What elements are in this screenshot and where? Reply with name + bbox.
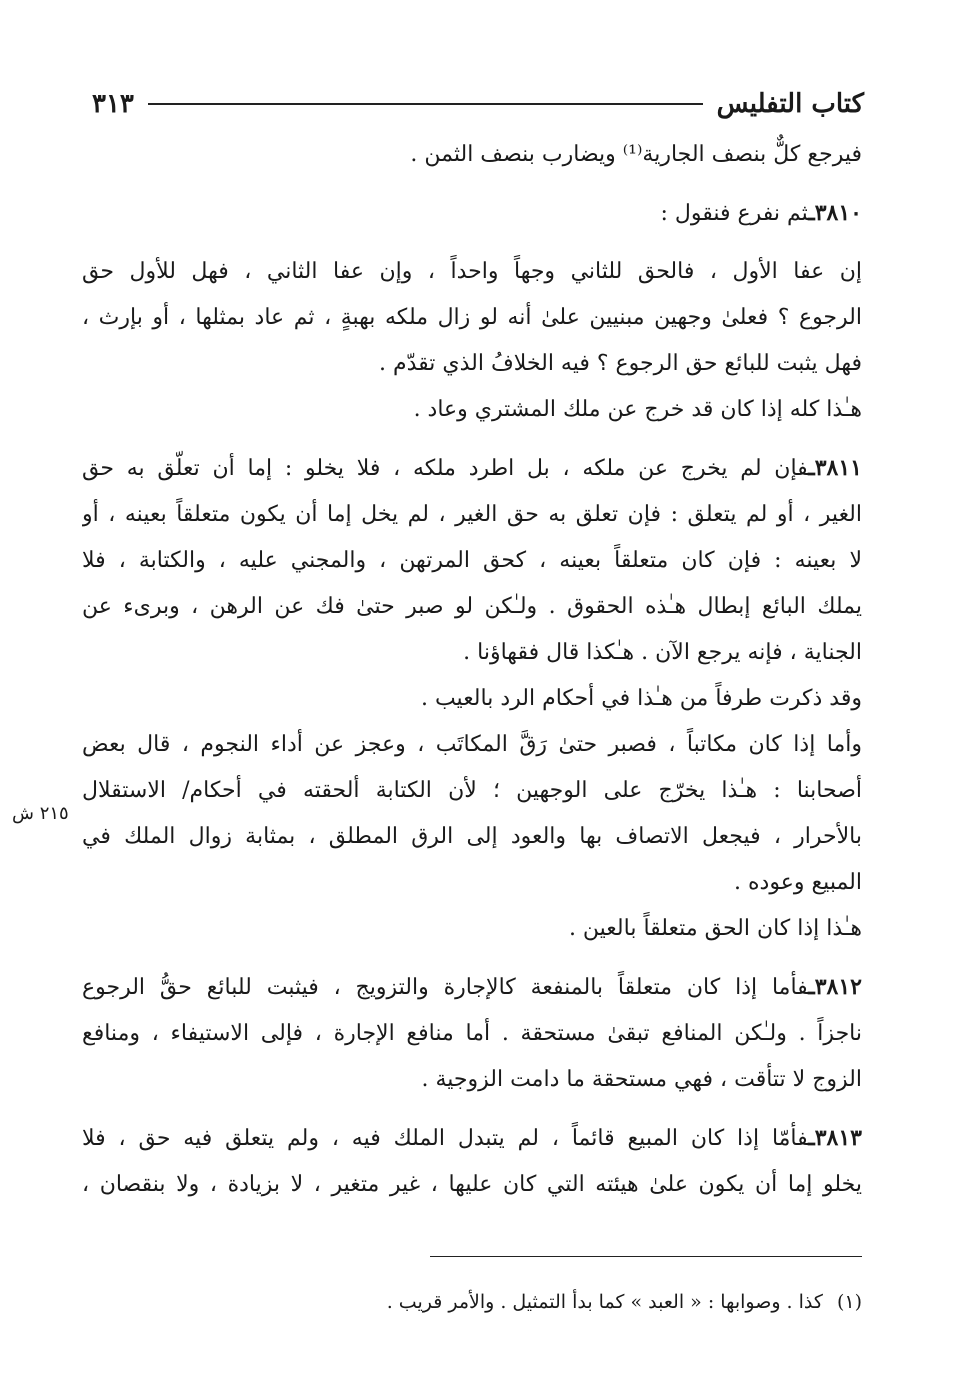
book-title: كتاب التفليس bbox=[716, 89, 864, 119]
text-line: ناجزاً . ولـٰكن المنافع تبقىٰ مستحقة . أما منافع الإجارة ، فإلى الاستيفاء ، ومنافع bbox=[82, 1021, 862, 1046]
paragraph-3811 bbox=[82, 445, 862, 492]
text-line: الزوج لا تتأقت ، فهي مستحقة ما دامت الزوجية . bbox=[421, 1067, 862, 1092]
text-line: هـٰذا كله إذا كان قد خرج عن ملك المشتري وعاد . bbox=[413, 397, 862, 422]
text-line: هـٰذا إذا كان الحق متعلقاً بالعين . bbox=[568, 916, 862, 941]
paragraph-3813 bbox=[82, 1115, 862, 1162]
footnote-number: (١) bbox=[836, 1291, 862, 1313]
issue-number: ٣٨١٣ـ bbox=[808, 1125, 862, 1151]
margin-page-reference: ٢١٥ ش bbox=[12, 803, 69, 824]
text-line: وقد ذكرت طرفاً من هـٰذا في أحكام الرد بالعيب . bbox=[420, 686, 862, 711]
text-line: فإن لم يخرج عن ملكه ، بل اطرد ملكه ، فلا يخلو : إما أن تعلّق به حق bbox=[82, 456, 809, 481]
issue-number: ٣٨١٢ـ bbox=[808, 974, 862, 1000]
footnote-text: كذا . وصوابها : « العبد » كما بدأ التمثيل . والأمر قريب . bbox=[386, 1291, 823, 1313]
text-line: المبيع وعوده . bbox=[734, 870, 862, 895]
page-number: ٣١٣ bbox=[92, 89, 134, 119]
running-header bbox=[92, 82, 864, 126]
footnote-rule bbox=[430, 1256, 862, 1257]
paragraph-3810 bbox=[82, 190, 862, 237]
body-text bbox=[82, 132, 862, 1208]
text-line: بالأحرار ، فيجعل الاتصاف بها والعود إلى الرق المطلق ، بمثابة زوال الملك في bbox=[82, 824, 862, 849]
text-line: وأما إذا كان مكاتباً ، فصبر حتىٰ رَقَّ المكاتَب ، وعجز عن أداء النجوم ، قال بعض bbox=[82, 732, 862, 757]
header-rule bbox=[148, 103, 703, 105]
text-line: لا بعينه : فإن كان متعلقاً بعينه ، كحق المرتهن ، والمجني عليه ، والكتابة ، فلا bbox=[82, 548, 862, 573]
text-line: الغير ، أو لم يتعلق : فإن تعلق به حق الغير ، لم يخل إما أن يكون متعلقاً بعينه ، أو bbox=[82, 502, 862, 527]
text-line: الرجوع ؟ فعلىٰ وجهين مبنيين علىٰ أنه لو زال ملكه بهبةٍ ، ثم عاد بمثلها ، أو بإرث ، bbox=[82, 305, 862, 330]
text-line: إن عفا الأول ، فالحق للثاني وجهاً واحداً ، وإن عفا الثاني ، فهل للأول حق bbox=[82, 259, 862, 284]
text-line: فأمّا إذا كان المبيع قائماً ، لم يتبدل الملك فيه ، ولم يتعلق فيه حق ، فلا bbox=[82, 1126, 809, 1151]
text-line: أصحابنا : هـٰذا يخرّج على الوجهين ؛ لأن الكتابة ألحقته في أحكام/ الاستقلال bbox=[82, 778, 862, 803]
issue-number: ٣٨١١ـ bbox=[808, 455, 862, 481]
issue-number: ٣٨١٠ـ bbox=[808, 200, 862, 226]
text-line: ثم نفرع فنقول : bbox=[660, 201, 809, 226]
paragraph-3812 bbox=[82, 964, 862, 1011]
footnote bbox=[200, 1286, 862, 1318]
text-line: فيرجع كلٌّ بنصف الجارية⁽¹⁾ ويضارب بنصف الثمن . bbox=[410, 142, 862, 167]
text-line: يملك البائع إبطال هـٰذه الحقوق . ولـٰكن لو صبر حتىٰ فك عن الرهن ، وبرىء عن bbox=[82, 594, 862, 619]
text-line: فهل يثبت للبائع حق الرجوع ؟ فيه الخلافُ الذي تقدّم . bbox=[379, 351, 862, 376]
text-line: الجناية ، فإنه يرجع الآن . هـٰكذا قال فقهاؤنا . bbox=[463, 640, 862, 665]
text-line: فأما إذا كان متعلقاً بالمنفعة كالإجارة والتزويج ، فيثبت للبائع حقُّ الرجوع bbox=[82, 975, 809, 1000]
text-line: يخلو إما أن يكون علىٰ هيئته التي كان عليها ، غير متغير ، لا بزيادة ، ولا بنقصان ، bbox=[82, 1172, 862, 1197]
